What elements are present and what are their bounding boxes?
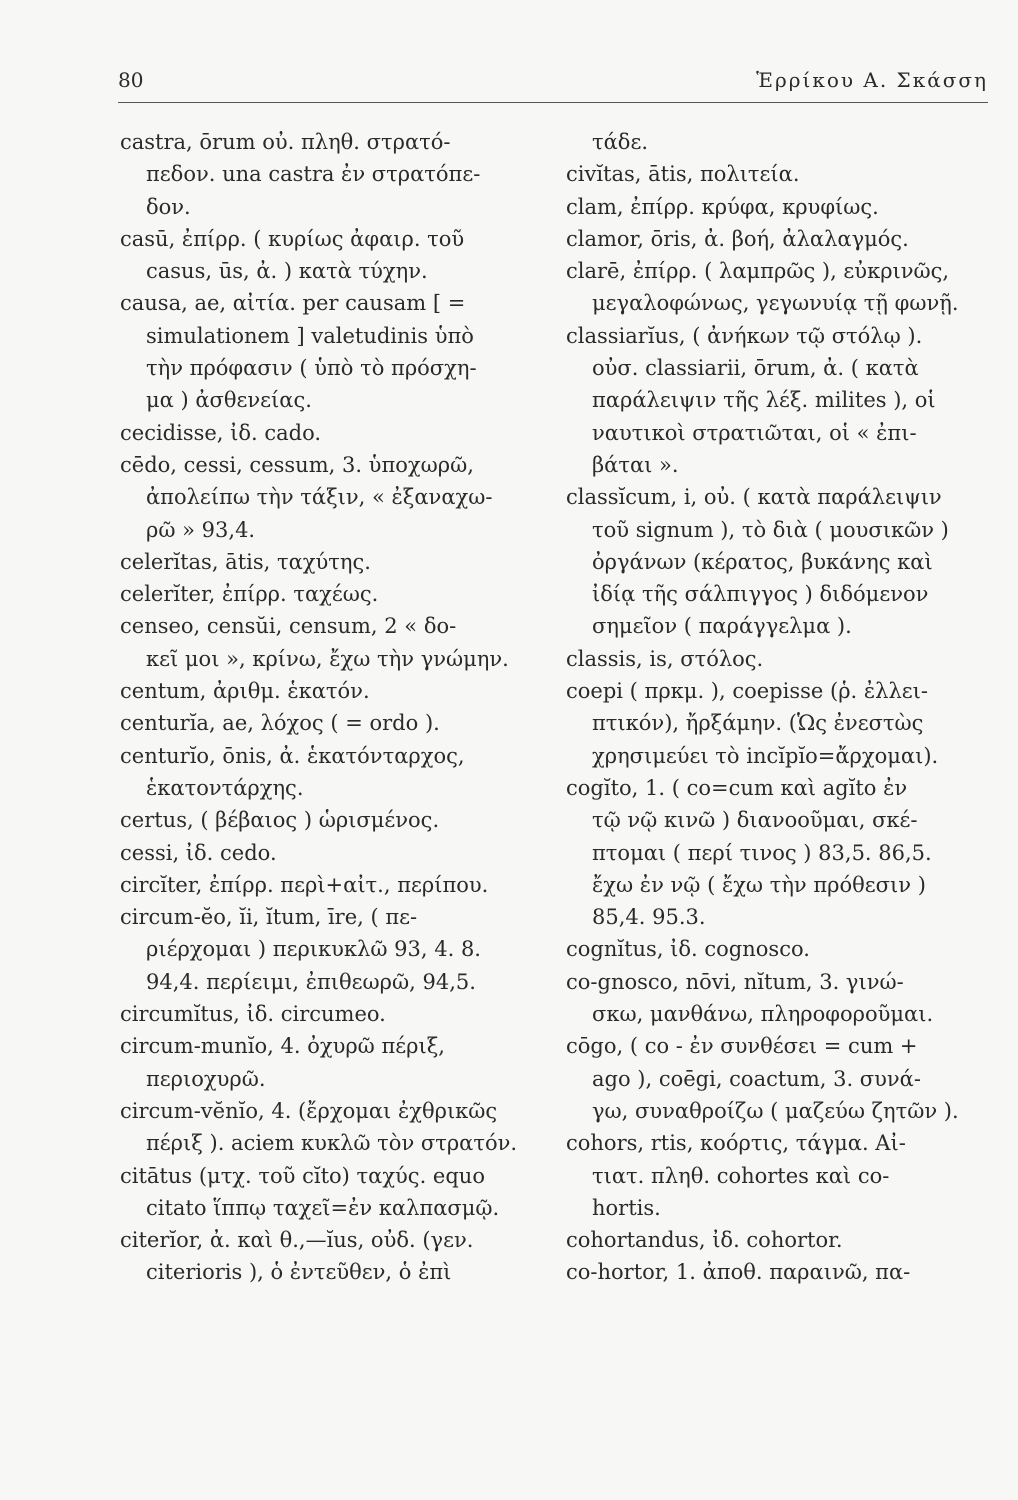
- entry-line: celerĭter, ἐπίρρ. ταχέως.: [120, 582, 379, 607]
- entry-line: clamor, ōris, ἀ. βοή, ἀλαλαγμός.: [566, 226, 909, 251]
- entry-line: classis, is, στόλος.: [566, 646, 764, 671]
- entry-line: circĭter, ἐπίρρ. περὶ+αἰτ., περίπου.: [120, 872, 489, 897]
- entry-line: ριέρχομαι ) περικυκλῶ 93, 4. 8.: [146, 937, 481, 962]
- entry-line: celerĭtas, ātis, ταχύτης.: [120, 549, 371, 574]
- entry-line: cohors, rtis, κοόρτις, τάγμα. Αἰ-: [566, 1131, 906, 1156]
- entry-line: citerĭor, ἀ. καὶ θ.,—ĭus, οὐδ. (γεν.: [120, 1228, 474, 1253]
- entry-line: παράλειψιν τῆς λέξ. milites ), οἱ: [592, 388, 936, 413]
- entry-line: ναυτικοὶ στρατιῶται, οἱ « ἐπι-: [592, 420, 917, 445]
- page-number: 80: [118, 68, 144, 92]
- entry-line: circum-munĭo, 4. ὀχυρῶ πέριξ,: [120, 1034, 445, 1059]
- entry-line: μα ) ἀσθενείας.: [146, 388, 312, 413]
- running-head: Ἑρρίκου Α. Σκάσση: [756, 68, 988, 92]
- entry-line: βάται ».: [592, 452, 679, 477]
- entry-line: σκω, μανθάνω, πληροφοροῦμαι.: [592, 1002, 934, 1027]
- entry-line: cōgo, ( co - ἐν συνθέσει = cum +: [566, 1034, 918, 1059]
- entry-line: centurĭo, ōnis, ἀ. ἑκατόνταρχος,: [120, 743, 465, 768]
- entry-line: centum, ἀριθμ. ἑκατόν.: [120, 679, 370, 704]
- entry-line: τοῦ signum ), τὸ διὰ ( μουσικῶν ): [592, 517, 949, 542]
- entry-line: γω, συναθροίζω ( μαζεύω ζητῶν ).: [592, 1098, 959, 1123]
- entry-line: 85,4. 95.3.: [592, 905, 706, 930]
- entry-line: πεδον. una castra ἐν στρατόπε-: [146, 162, 481, 187]
- entry-line: cecidisse, ἰδ. cado.: [120, 420, 322, 445]
- entry-line: σημεῖον ( παράγγελμα ).: [592, 614, 852, 639]
- entry-line: coepi ( πρκμ. ), coepisse (ῥ. ἐλλει-: [566, 679, 928, 704]
- entry-line: cogĭto, 1. ( co=cum καὶ agĭto ἐν: [566, 775, 908, 800]
- entry-line: circumĭtus, ἰδ. circumeo.: [120, 1002, 386, 1027]
- entry-line: citātus (μτχ. τοῦ cĭto) ταχύς. equo: [120, 1163, 485, 1188]
- entry-line: τιατ. πληθ. cohortes καὶ co-: [592, 1163, 890, 1188]
- left-column: [120, 126, 540, 1289]
- entry-line: casus, ūs, ἀ. ) κατὰ τύχην.: [146, 259, 428, 284]
- entry-line: clarē, ἐπίρρ. ( λαμπρῶς ), εὐκρινῶς,: [566, 259, 950, 284]
- entry-line: ὀργάνων (κέρατος, βυκάνης καὶ: [592, 549, 933, 574]
- entry-line: ρῶ » 93,4.: [146, 517, 256, 542]
- entry-line: cēdo, cessi, cessum, 3. ὑποχωρῶ,: [120, 452, 474, 477]
- entry-line: citerioris ), ὁ ἐντεῦθεν, ὁ ἐπὶ: [146, 1260, 452, 1285]
- entry-line: τὴν πρόφασιν ( ὑπὸ τὸ πρόσχη-: [146, 356, 477, 381]
- entry-line: ago ), coēgi, coactum, 3. συνά-: [592, 1066, 921, 1091]
- entry-line: πτομαι ( περί τινος ) 83,5. 86,5.: [592, 840, 932, 865]
- entry-line: co-hortor, 1. ἀποθ. παραινῶ, πα-: [566, 1260, 911, 1285]
- entry-line: τάδε.: [592, 130, 648, 154]
- entry-line: cognĭtus, ἰδ. cognosco.: [566, 937, 810, 962]
- entry-line: citato ἵππῳ ταχεῖ=ἐν καλπασμῷ.: [146, 1195, 500, 1220]
- entry-line: cohortandus, ἰδ. cohortor.: [566, 1228, 843, 1253]
- entry-line: circum-ĕo, ĭi, ĭtum, īre, ( πε-: [120, 905, 418, 930]
- entry-line: μεγαλοφώνως, γεγωνυίᾳ τῇ φωνῇ.: [592, 291, 959, 316]
- entry-line: causa, ae, αἰτία. per causam [ =: [120, 291, 466, 316]
- entry-line: κεῖ μοι », κρίνω, ἔχω τὴν γνώμην.: [146, 646, 509, 671]
- entry-line: 94,4. περίειμι, ἐπιθεωρῶ, 94,5.: [146, 969, 476, 994]
- entry-line: castra, ōrum οὐ. πληθ. στρατό-: [120, 130, 451, 154]
- entry-line: censeo, censŭi, censum, 2 « δο-: [120, 614, 457, 639]
- entry-line: πτικόν), ἤρξάμην. (Ὡς ἐνεστὼς: [592, 711, 924, 736]
- entry-line: casū, ἐπίρρ. ( κυρίως ἀφαιρ. τοῦ: [120, 226, 465, 251]
- entry-line: centurĭa, ae, λόχος ( = ordo ).: [120, 711, 440, 736]
- entry-line: clam, ἐπίρρ. κρύφα, κρυφίως.: [566, 194, 879, 219]
- entry-line: cessi, ἰδ. cedo.: [120, 840, 277, 865]
- entry-line: simulationem ] valetudinis ὑπὸ: [146, 323, 474, 348]
- entry-line: χρησιμεύει τὸ incĭpĭo=ἄρχομαι).: [592, 743, 939, 768]
- entry-line: τῷ νῷ κινῶ ) διανοοῦμαι, σκέ-: [592, 808, 918, 833]
- entry-line: οὐσ. classiarii, ōrum, ἀ. ( κατὰ: [592, 356, 919, 381]
- entry-line: ἔχω ἐν νῷ ( ἔχω τὴν πρόθεσιν ): [592, 872, 926, 897]
- entry-line: ἑκατοντάρχης.: [146, 775, 304, 800]
- entry-line: certus, ( βέβαιος ) ὡρισμένος.: [120, 808, 440, 833]
- page-header: [118, 68, 988, 103]
- entry-line: πέριξ ). aciem κυκλῶ τὸν στρατόν.: [146, 1131, 518, 1156]
- entry-line: civĭtas, ātis, πολιτεία.: [566, 162, 800, 187]
- entry-line: δον.: [146, 194, 191, 219]
- entry-line: ἰδίᾳ τῆς σάλπιγγος ) διδόμενον: [592, 582, 929, 607]
- right-column: [566, 126, 986, 1289]
- entry-line: classiarĭus, ( ἀνήκων τῷ στόλῳ ).: [566, 323, 923, 348]
- entry-line: hortis.: [592, 1195, 661, 1220]
- entry-line: circum-vĕnĭo, 4. (ἔρχομαι ἐχθρικῶς: [120, 1098, 498, 1123]
- entry-line: co-gnosco, nōvi, nĭtum, 3. γινώ-: [566, 969, 904, 994]
- entry-line: ἀπολείπω τὴν τάξιν, « ἐξαναχω-: [146, 485, 493, 510]
- entry-line: περιοχυρῶ.: [146, 1066, 266, 1091]
- entry-line: classĭcum, i, οὐ. ( κατὰ παράλειψιν: [566, 485, 942, 510]
